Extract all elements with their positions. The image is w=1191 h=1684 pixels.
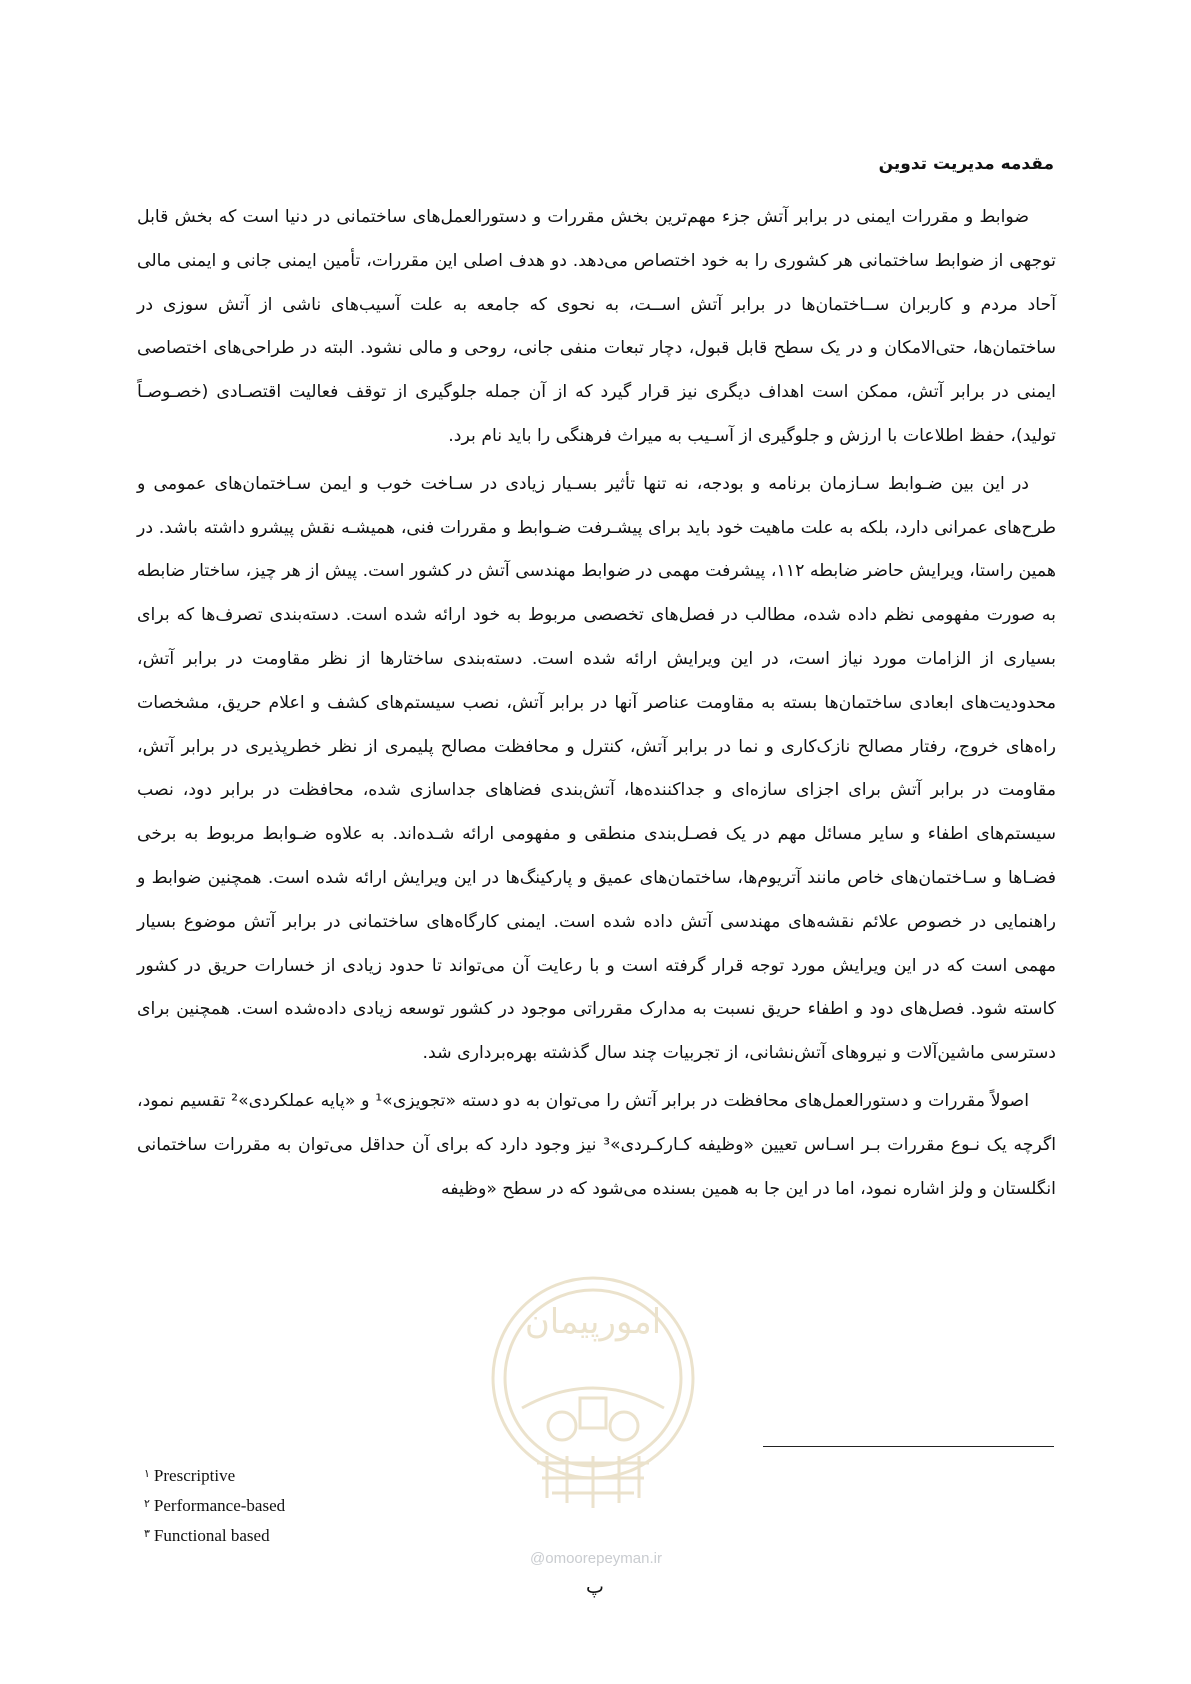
body-text [137, 196, 1056, 1215]
page-number: پ [586, 1576, 604, 1598]
paragraph-1: ضوابط و مقررات ایمنی در برابر آتش جزء مهم‌ترین بخش مقررات و دستورالعمل‌های ساختمانی در دنیا است که بخش قابل توجهی از ضوابط ساختمانی هر کشوری را به خود اختصاص می‌دهد. دو هدف اصلی این مقررات، تأمین ایمنی جانی و ایمنی مالی آحاد مردم و کاربران ســاختمان‌ها در برابر آتش اســت، به نحوی که جامعه به علت آسیب‌های ناشی از آتش سوزی در ساختمان‌ها، حتی‌الامکان و در یک سطح قابل قبول، دچار تبعات منفی جانی، روحی و مالی نشود. البته در طراحی‌های اختصاصی ایمنی در برابر آتش، ممکن است اهداف دیگری نیز قرار گیرد که از آن جمله جلوگیری از توقف فعالیت اقتصـادی (خصـوصـاً تولید)، حفظ اطلاعات با ارزش و جلوگیری از آسـیب به میراث فرهنگی را باید نام برد. [137, 207, 1056, 446]
footnote-divider [763, 1446, 1054, 1447]
footnote-text: Functional based [153, 1526, 270, 1545]
footnotes [144, 1460, 644, 1550]
watermark-url: @omoorepeyman.ir [530, 1550, 662, 1567]
section-heading: مقدمه مدیریت تدوین [878, 154, 1054, 174]
footnote-text: Prescriptive [153, 1466, 236, 1485]
paragraph-2: در این بین ضـوابط سـازمان برنامه و بودجه، نه تنها تأثیر بسـیار زیادی در سـاخت خوب و ایمن سـاختمان‌های عمومی و طرح‌های عمرانی دارد، بلکه به علت ماهیت خود باید برای پیشـرفت ضـوابط و مقررات فنی، همیشـه نقش پیشرو داشته باشد. در همین راستا، ویرایش حاضر ضابطه ۱۱۲، پیشرفت مهمی در ضوابط مهندسی آتش در کشور است. پیش از هر چیز، ساختار ضابطه به صورت مفهومی نظم داده شده، مطالب در فصل‌های تخصصی مربوط به خود ارائه شده است. دسته‌بندی تصرف‌ها که برای بسیاری از الزامات مورد نیاز است، در این ویرایش ارائه شده است. دسته‌بندی ساختارها از نظر مقاومت در برابر آتش، محدودیت‌های ابعادی ساختمان‌ها بسته به مقاومت عناصر آنها در برابر آتش، نصب سیستم‌های کشف و اعلام حریق، مشخصات راه‌های خروج، رفتار مصالح نازک‌کاری و نما در برابر آتش، کنترل و محافظت مصالح پلیمری از نظر خطرپذیری در برابر آتش، مقاومت در برابر آتش برای اجزای سازه‌ای و جداکننده‌ها، آتش‌بندی فضاهای جداسازی شده، محافظت در برابر دود، نصب سیستم‌های اطفاء و سایر مسائل مهم در یک فصـل‌بندی منطقی و مفهومی ارائه شـده‌اند. به علاوه ضـوابط مربوط به برخی فضـاها و سـاختمان‌های خاص مانند آتریوم‌ها، ساختمان‌های عمیق و پارکینگ‌ها در این ویرایش ارائه شده است. همچنین ضوابط و راهنمایی در خصوص علائم نقشه‌های مهندسی آتش داده شده است. ایمنی کارگاه‌های ساختمانی در برابر آتش موضوع بسیار مهمی است که در این ویرایش مورد توجه قرار گرفته است و با رعایت آن می‌تواند تا حدود زیادی از خسارات حریق در کشور کاسته شود. فصل‌های دود و اطفاء حریق نسبت به مدارک مقرراتی موجود در کشور توسعه زیادی داده‌شده است. همچنین برای دسترسی ماشین‌آلات و نیروهای آتش‌نشانی، از تجربیات چند سال گذشته بهره‌برداری شد. [137, 473, 1056, 1064]
footnote-3 [144, 1520, 644, 1550]
footnote-2 [144, 1490, 644, 1520]
paragraph-3: اصولاً مقررات و دستورالعمل‌های محافظت در برابر آتش را می‌توان به دو دسته «تجویزی»¹ و «پایه عملکردی»² تقسیم نمود، اگرچه یک نـوع مقررات بـر اسـاس تعیین «وظیفه کـارکـردی»³ نیز وجود دارد که برای آن حداقل می‌توان به مقررات ساختمانی انگلستان و ولز اشاره نمود، اما در این جا به همین بسنده می‌شود که در سطح «وظیفه [137, 1090, 1056, 1199]
footnote-text: Performance-based [153, 1496, 286, 1515]
watermark-brand-text: امورپیمان [524, 1302, 662, 1342]
footnote-number: ١ [144, 1468, 150, 1480]
footnote-number: ٣ [144, 1528, 150, 1540]
footnote-number: ٢ [144, 1498, 150, 1510]
footnote-1 [144, 1460, 644, 1490]
